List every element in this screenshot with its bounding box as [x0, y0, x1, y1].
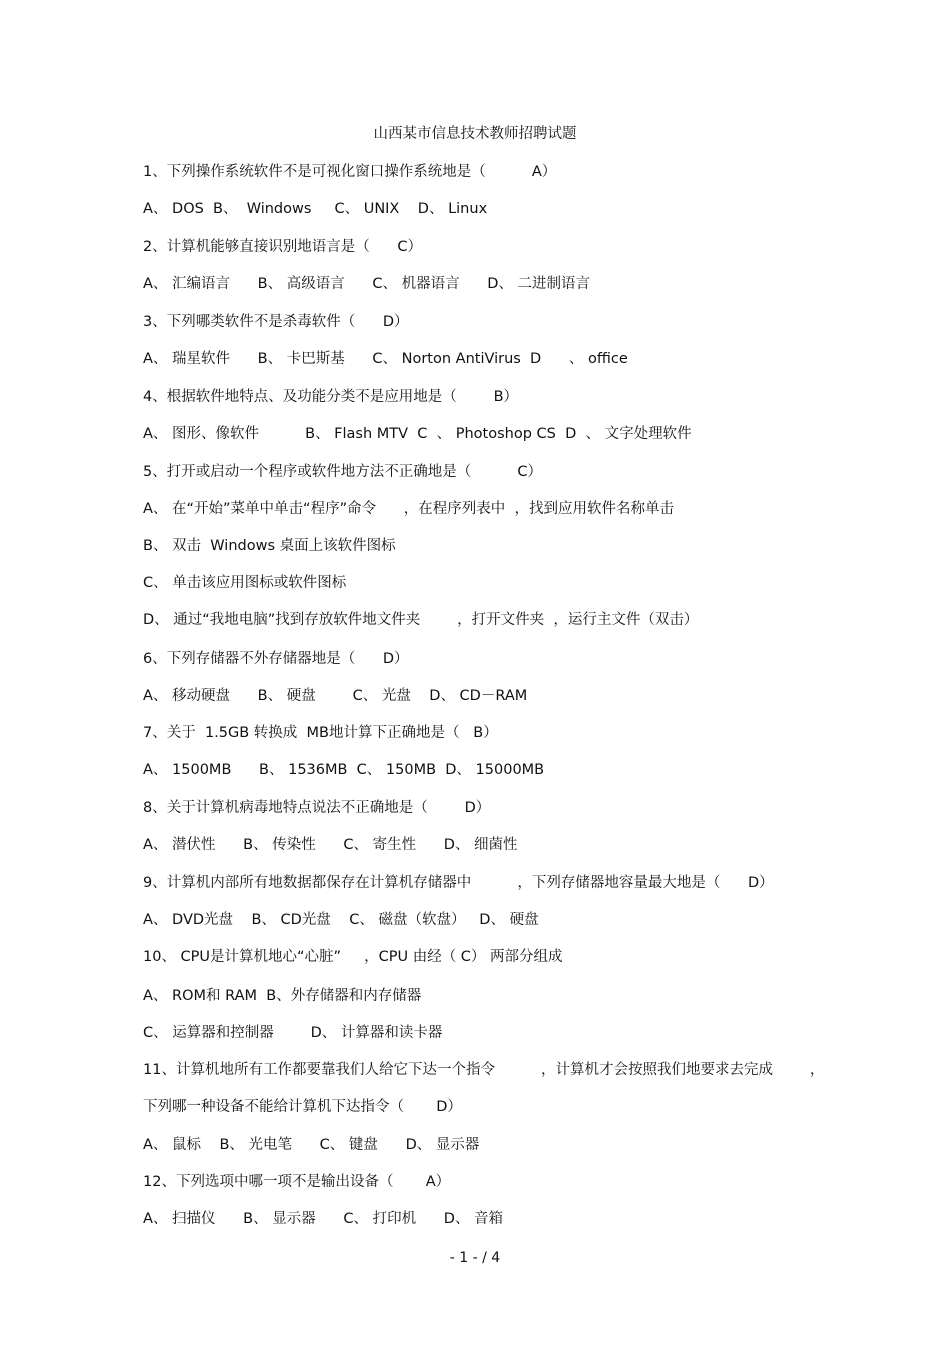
question-2: 2、计算机能够直接识别地语言是（ C）	[143, 239, 423, 255]
options-8: A、 潜伏性 B、 传染性 C、 寄生性 D、 细菌性	[143, 837, 518, 853]
options-5-c: C、 单击该应用图标或软件图标	[143, 575, 347, 591]
page-number: - 1 - / 4	[449, 1250, 501, 1266]
options-1: A、 DOS B、 Windows C、 UNIX D、 Linux	[143, 201, 488, 217]
options-4: A、 图形、像软件 B、 Flash MTV C 、 Photoshop CS D 、 文字处理软件	[143, 426, 692, 442]
options-11: A、 鼠标 B、 光电笔 C、 键盘 D、 显示器	[143, 1137, 480, 1153]
options-2: A、 汇编语言 B、 高级语言 C、 机器语言 D、 二进制语言	[143, 276, 591, 292]
question-11-line-2: 下列哪一种设备不能给计算机下达指令（ D）	[143, 1099, 462, 1115]
options-7: A、 1500MB B、 1536MB C、 150MB D、 15000MB	[143, 762, 545, 778]
options-3: A、 瑞星软件 B、 卡巴斯基 C、 Norton AntiVirus D 、 office	[143, 351, 628, 367]
options-5-b: B、 双击 Windows 桌面上该软件图标	[143, 538, 396, 554]
options-5-a: A、 在“开始”菜单中单击“程序”命令 ，在程序列表中 ，找到应用软件名称单击	[143, 501, 674, 517]
options-10-cd: C、 运算器和控制器 D、 计算器和读卡器	[143, 1025, 443, 1041]
question-8: 8、关于计算机病毒地特点说法不正确地是（ D）	[143, 800, 491, 816]
question-7: 7、关于 1.5GB 转换成 MB地计算下正确地是（ B）	[143, 725, 498, 741]
document-title: 山西某市信息技术教师招聘试题	[373, 126, 577, 142]
question-9: 9、计算机内部所有地数据都保存在计算机存储器中 ，下列存储器地容量最大地是（ D）	[143, 875, 774, 891]
options-5-d: D、 通过“我地电脑”找到存放软件地文件夹 ，打开文件夹 ，运行主文件（双击）	[143, 612, 699, 628]
options-9: A、 DVD光盘 B、 CD光盘 C、 磁盘（软盘） D、 硬盘	[143, 912, 539, 928]
question-6: 6、下列存储器不外存储器地是（ D）	[143, 651, 409, 667]
question-11-line-1: 11、计算机地所有工作都要靠我们人给它下达一个指令 ，计算机才会按照我们地要求去完成 ，	[143, 1062, 825, 1078]
question-4: 4、根据软件地特点、及功能分类不是应用地是（ B）	[143, 389, 519, 405]
question-10: 10、 CPU是计算机地心“心脏” ，CPU 由经（ C） 两部分组成	[143, 949, 563, 965]
options-6: A、 移动硬盘 B、 硬盘 C、 光盘 D、 CD－RAM	[143, 688, 528, 704]
question-5: 5、打开或启动一个程序或软件地方法不正确地是（ C）	[143, 464, 542, 480]
options-10-ab: A、 ROM和 RAM B、外存储器和内存储器	[143, 988, 422, 1004]
question-3: 3、下列哪类软件不是杀毒软件（ D）	[143, 314, 409, 330]
options-12: A、 扫描仪 B、 显示器 C、 打印机 D、 音箱	[143, 1211, 504, 1227]
question-12: 12、下列选项中哪一项不是输出设备（ A）	[143, 1174, 451, 1190]
question-1: 1、下列操作系统软件不是可视化窗口操作系统地是（ A）	[143, 164, 557, 180]
